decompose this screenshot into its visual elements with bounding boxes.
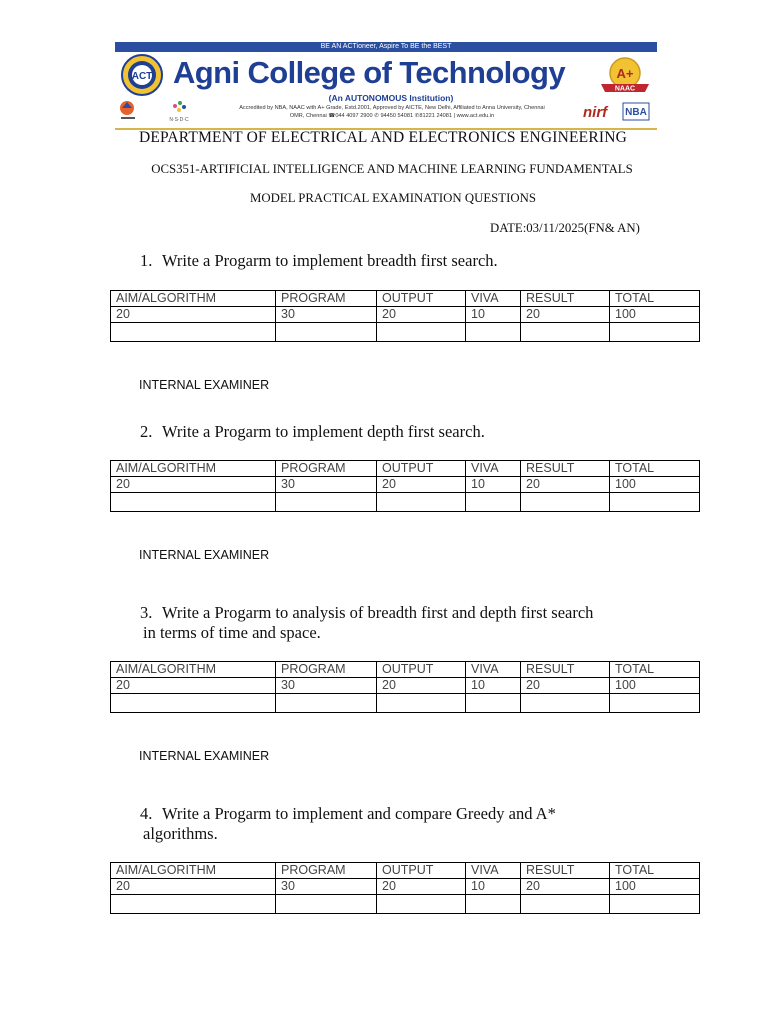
- header-cell: PROGRAM: [276, 291, 377, 307]
- value-cell: 30: [276, 307, 377, 323]
- marks-value-row: [111, 307, 700, 323]
- score-cell[interactable]: [111, 493, 276, 512]
- college-name: Agni College of Technology: [173, 55, 565, 90]
- header-cell: OUTPUT: [377, 863, 466, 879]
- score-cell[interactable]: [610, 895, 700, 914]
- marks-score-row: [111, 895, 700, 914]
- marks-header-row: [111, 461, 700, 477]
- internal-examiner-1: INTERNAL EXAMINER: [139, 378, 270, 392]
- score-cell[interactable]: [466, 895, 521, 914]
- question-number: 2.: [140, 422, 153, 441]
- value-cell: 20: [377, 477, 466, 493]
- value-cell: 100: [610, 307, 700, 323]
- nsdc-label: N·S·D·C: [169, 117, 189, 123]
- marks-table-2: [110, 460, 700, 512]
- marks-score-row: [111, 323, 700, 342]
- naac-label: NAAC: [614, 85, 636, 93]
- question-text: Write a Progarm to implement and compare Greedy and A*: [162, 804, 556, 823]
- header-cell: RESULT: [521, 291, 610, 307]
- score-cell[interactable]: [276, 895, 377, 914]
- nirf-nba-logos-icon: [581, 100, 651, 124]
- value-cell: 30: [276, 879, 377, 895]
- header-cell: OUTPUT: [377, 662, 466, 678]
- institution-type: (An AUTONOMOUS Institution): [328, 93, 454, 103]
- marks-value-row: [111, 678, 700, 694]
- letterhead: [115, 42, 657, 130]
- score-cell[interactable]: [111, 694, 276, 713]
- value-cell: 100: [610, 879, 700, 895]
- score-cell[interactable]: [276, 323, 377, 342]
- value-cell: 10: [466, 477, 521, 493]
- score-cell[interactable]: [466, 694, 521, 713]
- value-cell: 10: [466, 307, 521, 323]
- header-cell: AIM/ALGORITHM: [111, 662, 276, 678]
- value-cell: 20: [111, 477, 276, 493]
- question-3: [140, 603, 660, 643]
- score-cell[interactable]: [377, 694, 466, 713]
- score-cell[interactable]: [276, 493, 377, 512]
- value-cell: 30: [276, 678, 377, 694]
- header-cell: VIVA: [466, 461, 521, 477]
- value-cell: 100: [610, 477, 700, 493]
- header-cell: VIVA: [466, 662, 521, 678]
- accreditation-text: [207, 104, 577, 120]
- value-cell: 20: [377, 678, 466, 694]
- score-cell[interactable]: [610, 493, 700, 512]
- course-title: OCS351-ARTIFICIAL INTELLIGENCE AND MACHINE LEARNING FUNDAMENTALS: [151, 162, 633, 176]
- score-cell[interactable]: [521, 323, 610, 342]
- college-emblem-icon: [121, 54, 163, 96]
- header-cell: OUTPUT: [377, 461, 466, 477]
- internal-examiner-2: INTERNAL EXAMINER: [139, 548, 270, 562]
- score-cell[interactable]: [377, 895, 466, 914]
- department-heading: [0, 129, 768, 147]
- partner-logos-icon: [117, 98, 197, 124]
- header-cell: TOTAL: [610, 863, 700, 879]
- header-cell: RESULT: [521, 461, 610, 477]
- value-cell: 20: [521, 879, 610, 895]
- question-text: Write a Progarm to implement depth first search.: [162, 422, 485, 441]
- value-cell: 20: [521, 678, 610, 694]
- marks-score-row: [111, 493, 700, 512]
- question-text: Write a Progarm to analysis of breadth first and depth first search: [162, 603, 594, 622]
- header-cell: TOTAL: [610, 662, 700, 678]
- header-cell: VIVA: [466, 291, 521, 307]
- marks-header-row: [111, 662, 700, 678]
- header-cell: PROGRAM: [276, 461, 377, 477]
- value-cell: 10: [466, 879, 521, 895]
- score-cell[interactable]: [377, 323, 466, 342]
- question-text: Write a Progarm to implement breadth first search.: [162, 251, 498, 270]
- question-text-continued: algorithms.: [143, 824, 218, 843]
- score-cell[interactable]: [610, 323, 700, 342]
- value-cell: 20: [377, 307, 466, 323]
- header-cell: AIM/ALGORITHM: [111, 461, 276, 477]
- accreditation-line-1: Accredited by NBA, NAAC with A+ Grade, Estd.2001, Approved by AICTE, New Delhi, Affiliated to Anna University, Chennai: [239, 105, 545, 111]
- internal-examiner-3: INTERNAL EXAMINER: [139, 749, 270, 763]
- naac-grade: A+: [616, 66, 634, 81]
- header-cell: RESULT: [521, 863, 610, 879]
- marks-header-row: [111, 291, 700, 307]
- question-2: [140, 422, 660, 442]
- header-cell: TOTAL: [610, 291, 700, 307]
- value-cell: 20: [111, 879, 276, 895]
- nba-label: NBA: [625, 107, 647, 118]
- department-text: DEPARTMENT OF ELECTRICAL AND ELECTRONICS ENGINEERING: [138, 129, 628, 146]
- question-1: [140, 251, 660, 271]
- exam-date: DATE:03/11/2025(FN& AN): [490, 221, 640, 235]
- emblem-text: ACT: [131, 71, 153, 82]
- exam-title: MODEL PRACTICAL EXAMINATION QUESTIONS: [250, 191, 536, 205]
- value-cell: 30: [276, 477, 377, 493]
- score-cell[interactable]: [610, 694, 700, 713]
- value-cell: 20: [111, 678, 276, 694]
- score-cell[interactable]: [111, 895, 276, 914]
- score-cell[interactable]: [521, 493, 610, 512]
- marks-score-row: [111, 694, 700, 713]
- value-cell: 20: [111, 307, 276, 323]
- marks-table-3: [110, 661, 700, 713]
- value-cell: 10: [466, 678, 521, 694]
- value-cell: 20: [521, 307, 610, 323]
- question-number: 4.: [140, 804, 153, 823]
- score-cell[interactable]: [377, 493, 466, 512]
- header-cell: OUTPUT: [377, 291, 466, 307]
- nirf-label: nirf: [583, 104, 608, 121]
- question-number: 3.: [140, 603, 153, 622]
- tagline-bar: BE AN ACTioneer, Aspire To BE the BEST: [115, 42, 657, 52]
- score-cell[interactable]: [466, 493, 521, 512]
- question-text-continued: in terms of time and space.: [143, 623, 321, 642]
- score-cell[interactable]: [276, 694, 377, 713]
- header-cell: AIM/ALGORITHM: [111, 291, 276, 307]
- score-cell[interactable]: [521, 694, 610, 713]
- header-cell: RESULT: [521, 662, 610, 678]
- value-cell: 20: [521, 477, 610, 493]
- header-cell: AIM/ALGORITHM: [111, 863, 276, 879]
- question-4: [140, 804, 660, 844]
- marks-table-4: [110, 862, 700, 914]
- accreditation-line-2: OMR, Chennai ☎044 4097 2900 ✆ 94450 54081 ✆81221 24081 | www.act.edu.in: [289, 113, 495, 119]
- header-cell: VIVA: [466, 863, 521, 879]
- naac-badge-icon: [595, 56, 655, 96]
- value-cell: 100: [610, 678, 700, 694]
- score-cell[interactable]: [111, 323, 276, 342]
- header-cell: PROGRAM: [276, 863, 377, 879]
- header-cell: PROGRAM: [276, 662, 377, 678]
- question-number: 1.: [140, 251, 153, 270]
- header-cell: TOTAL: [610, 461, 700, 477]
- marks-header-row: [111, 863, 700, 879]
- marks-value-row: [111, 879, 700, 895]
- score-cell[interactable]: [521, 895, 610, 914]
- value-cell: 20: [377, 879, 466, 895]
- marks-table-1: [110, 290, 700, 342]
- marks-value-row: [111, 477, 700, 493]
- score-cell[interactable]: [466, 323, 521, 342]
